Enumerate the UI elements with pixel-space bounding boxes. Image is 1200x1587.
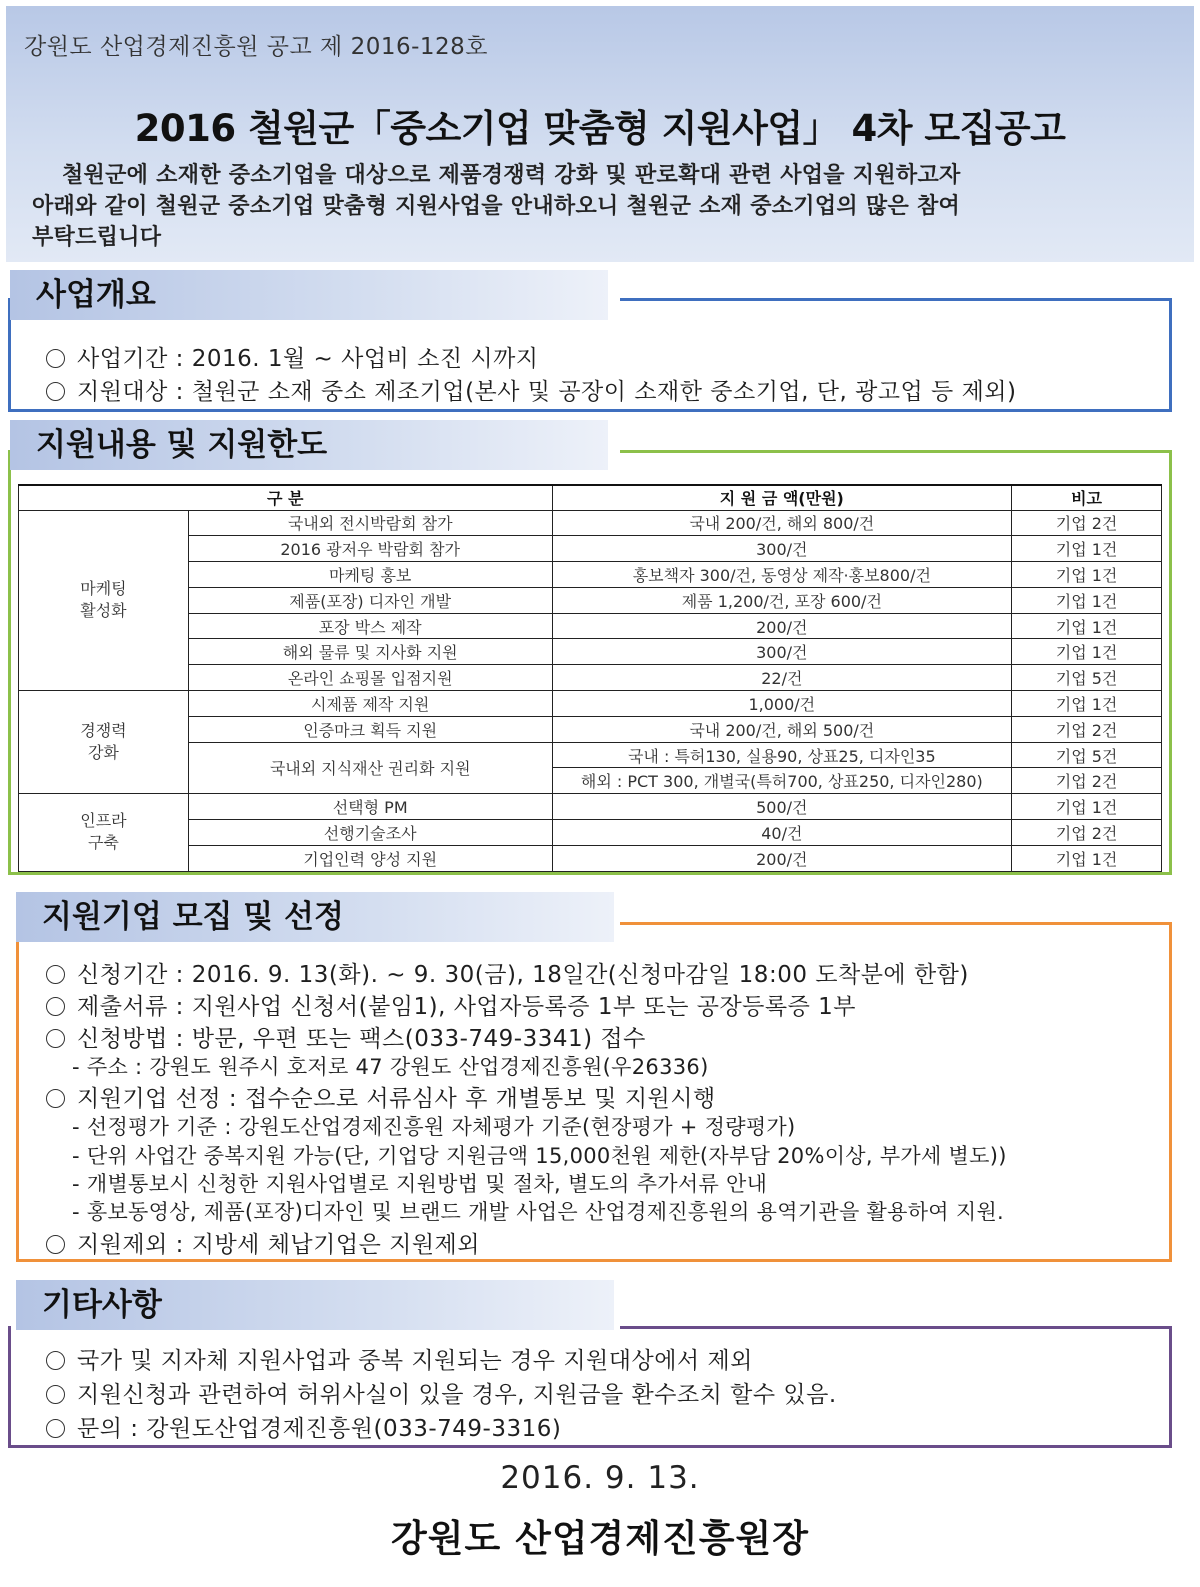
amount-cell: 국내 200/건, 해외 500/건 [552, 716, 1012, 742]
item-cell: 마케팅 홍보 [188, 562, 552, 588]
section-title-support: 지원내용 및 지원한도 [10, 420, 608, 470]
section-title-etc: 기타사항 [16, 1280, 614, 1330]
recruit-sub-item: - 선정평가 기준 : 강원도산업경제진흥원 자체평가 기준(현장평가 + 정량평가) [72, 1115, 796, 1139]
table-row [19, 691, 1162, 717]
etc-item: 문의 : 강원도산업경제진흥원(033-749-3316) [46, 1410, 561, 1443]
amount-cell: 국내 200/건, 해외 800/건 [552, 510, 1012, 536]
note-cell: 기업 1건 [1012, 639, 1162, 665]
amount-cell: 200/건 [552, 613, 1012, 639]
item-cell: 국내외 지식재산 권리화 지원 [188, 742, 552, 794]
note-cell: 기업 1건 [1012, 536, 1162, 562]
table-row [19, 820, 1162, 846]
table-row [19, 742, 1162, 768]
table-row [19, 845, 1162, 871]
item-cell: 시제품 제작 지원 [188, 691, 552, 717]
circle-bullet-icon [46, 965, 65, 984]
signature: 강원도 산업경제진흥원장 [390, 1517, 810, 1560]
table-row [19, 665, 1162, 691]
table-row [19, 510, 1162, 536]
table-row [19, 562, 1162, 588]
item-cell: 온라인 쇼핑몰 입점지원 [188, 665, 552, 691]
amount-cell: 홍보책자 300/건, 동영상 제작·홍보800/건 [552, 562, 1012, 588]
amount-cell: 300/건 [552, 639, 1012, 665]
table-row [19, 716, 1162, 742]
item-cell: 선택형 PM [188, 794, 552, 820]
recruit-item: 지원기업 선정 : 접수순으로 서류심사 후 개별통보 및 지원시행 [46, 1080, 716, 1113]
circle-bullet-icon [46, 1029, 65, 1048]
table-row [19, 639, 1162, 665]
etc-item: 지원신청과 관련하여 허위사실이 있을 경우, 지원금을 환수조치 할수 있음. [46, 1376, 837, 1409]
item-cell: 포장 박스 제작 [188, 613, 552, 639]
amount-cell: 22/건 [552, 665, 1012, 691]
header-banner [6, 6, 1194, 262]
circle-bullet-icon [46, 1089, 65, 1108]
amount-cell: 40/건 [552, 820, 1012, 846]
announcement-date: 2016. 9. 13. [500, 1460, 700, 1496]
section-title-overview: 사업개요 [10, 270, 608, 320]
circle-bullet-icon [46, 1235, 65, 1254]
item-cell: 2016 광저우 박람회 참가 [188, 536, 552, 562]
amount-cell: 500/건 [552, 794, 1012, 820]
note-cell: 기업 2건 [1012, 716, 1162, 742]
note-cell: 기업 2건 [1012, 510, 1162, 536]
recruit-sub-item: - 개별통보시 신청한 지원사업별로 지원방법 및 절차, 별도의 추가서류 안내 [72, 1172, 768, 1196]
recruit-sub-item: - 단위 사업간 중복지원 가능(단, 기업당 지원금액 15,000천원 제한(자부담 20%이상, 부가세 별도)) [72, 1144, 1007, 1168]
intro-line: 철원군에 소재한 중소기업을 대상으로 제품경쟁력 강화 및 판로확대 관련 사업을 지원하고자 [62, 163, 961, 188]
amount-cell: 국내 : 특허130, 실용90, 상표25, 디자인35 [552, 742, 1012, 768]
page-title: 2016 철원군「중소기업 맞춤형 지원사업」 4차 모집공고 [134, 107, 1066, 150]
recruit-item: 신청기간 : 2016. 9. 13(화). ~ 9. 30(금), 18일간(신청마감일 18:00 도착분에 한함) [46, 956, 969, 989]
column-header: 지 원 금 액(만원) [552, 485, 1012, 510]
circle-bullet-icon [46, 1351, 65, 1370]
support-table [18, 484, 1162, 872]
note-cell: 기업 1건 [1012, 691, 1162, 717]
amount-cell: 300/건 [552, 536, 1012, 562]
recruit-sub-item: - 주소 : 강원도 원주시 호저로 47 강원도 산업경제진흥원(우26336) [72, 1055, 709, 1079]
table-row [19, 536, 1162, 562]
table-row [19, 613, 1162, 639]
table-row [19, 794, 1162, 820]
circle-bullet-icon [46, 997, 65, 1016]
item-cell: 제품(포장) 디자인 개발 [188, 587, 552, 613]
overview-item: 지원대상 : 철원군 소재 중소 제조기업(본사 및 공장이 소재한 중소기업, 단, 광고업 등 제외) [46, 373, 1017, 406]
category-cell: 마케팅 활성화 [19, 510, 189, 691]
table-header-row [19, 485, 1162, 510]
item-cell: 선행기술조사 [188, 820, 552, 846]
recruit-item: 제출서류 : 지원사업 신청서(붙임1), 사업자등록증 1부 또는 공장등록증 1부 [46, 988, 856, 1021]
column-header: 구 분 [19, 485, 553, 510]
section-title-recruit: 지원기업 모집 및 선정 [16, 892, 614, 942]
overview-box-top-line [620, 298, 1172, 301]
support-box-top-line [620, 450, 1172, 453]
category-cell: 경쟁력 강화 [19, 691, 189, 794]
recruit-item: 신청방법 : 방문, 우편 또는 팩스(033-749-3341) 접수 [46, 1020, 646, 1053]
table-row [19, 587, 1162, 613]
recruit-item: 지원제외 : 지방세 체납기업은 지원제외 [46, 1226, 480, 1259]
note-cell: 기업 1건 [1012, 845, 1162, 871]
intro-text [32, 160, 1172, 253]
intro-line: 아래와 같이 철원군 중소기업 맞춤형 지원사업을 안내하오니 철원군 소재 중소기업의 많은 참여 [32, 194, 961, 219]
item-cell: 기업인력 양성 지원 [188, 845, 552, 871]
recruit-sub-item: - 홍보동영상, 제품(포장)디자인 및 브랜드 개발 사업은 산업경제진흥원의 용역기관을 활용하여 지원. [72, 1200, 1005, 1224]
overview-item: 사업기간 : 2016. 1월 ~ 사업비 소진 시까지 [46, 340, 539, 373]
amount-cell: 1,000/건 [552, 691, 1012, 717]
item-cell: 인증마크 획득 지원 [188, 716, 552, 742]
etc-box-top-line [620, 1326, 1172, 1329]
circle-bullet-icon [46, 382, 65, 401]
note-cell: 기업 5건 [1012, 665, 1162, 691]
note-cell: 기업 2건 [1012, 820, 1162, 846]
note-cell: 기업 1건 [1012, 587, 1162, 613]
amount-cell: 제품 1,200/건, 포장 600/건 [552, 587, 1012, 613]
notice-number: 강원도 산업경제진흥원 공고 제 2016-128호 [24, 34, 489, 60]
category-cell: 인프라 구축 [19, 794, 189, 871]
note-cell: 기업 1건 [1012, 613, 1162, 639]
item-cell: 해외 물류 및 지사화 지원 [188, 639, 552, 665]
circle-bullet-icon [46, 1419, 65, 1438]
note-cell: 기업 1건 [1012, 562, 1162, 588]
amount-cell: 해외 : PCT 300, 개별국(특허700, 상표250, 디자인280) [552, 768, 1012, 794]
note-cell: 기업 2건 [1012, 768, 1162, 794]
intro-line: 부탁드립니다 [32, 225, 162, 250]
column-header: 비고 [1012, 485, 1162, 510]
circle-bullet-icon [46, 1385, 65, 1404]
note-cell: 기업 1건 [1012, 794, 1162, 820]
etc-item: 국가 및 지자체 지원사업과 중복 지원되는 경우 지원대상에서 제외 [46, 1342, 753, 1375]
item-cell: 국내외 전시박람회 참가 [188, 510, 552, 536]
recruit-box-top-line [620, 922, 1172, 925]
circle-bullet-icon [46, 349, 65, 368]
amount-cell: 200/건 [552, 845, 1012, 871]
note-cell: 기업 5건 [1012, 742, 1162, 768]
